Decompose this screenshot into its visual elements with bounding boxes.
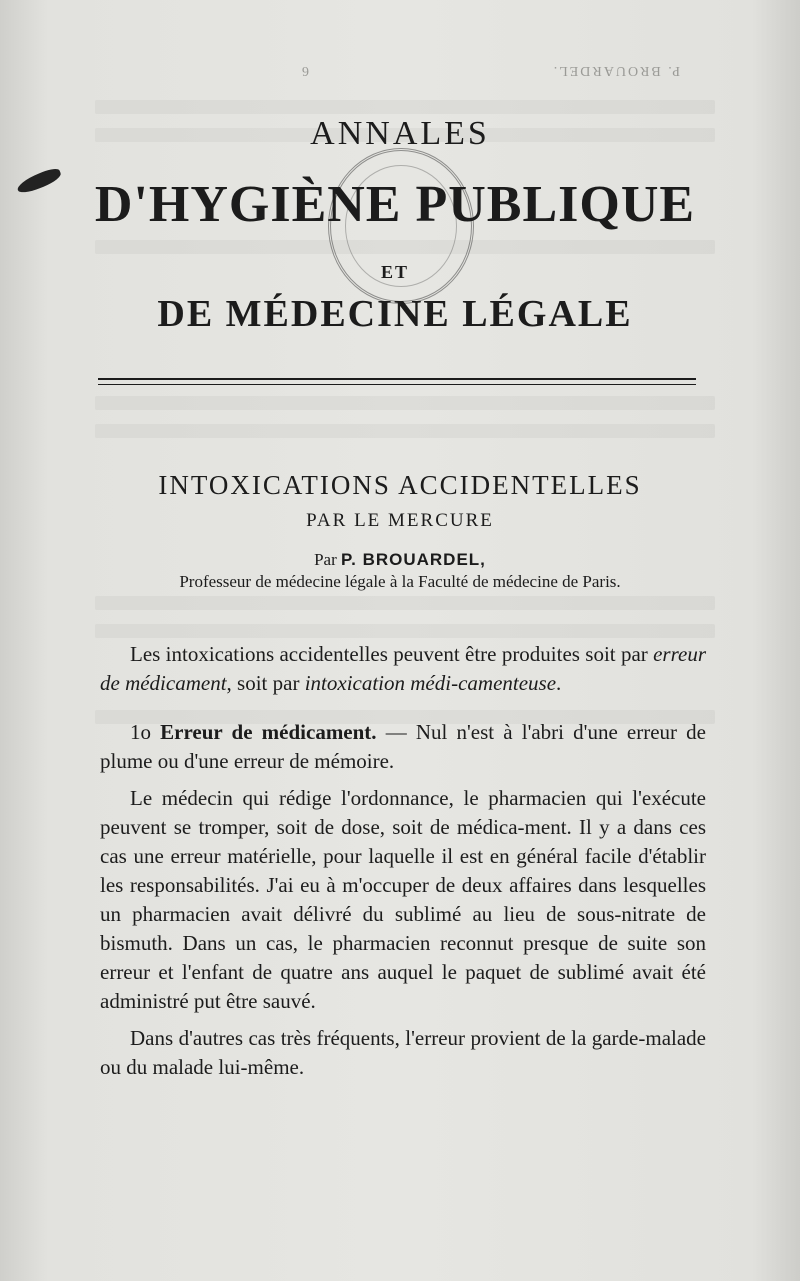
section-number: 1o	[130, 720, 161, 744]
show-through-line	[95, 596, 715, 610]
author-name: P. BROUARDEL,	[340, 550, 486, 569]
journal-title-annales: ANNALES	[310, 115, 490, 152]
emphasis: erreur de médicament	[100, 642, 706, 695]
paragraph-2: Le médecin qui rédige l'ordonnance, le pharmacien qui l'exécute peuvent se tromper, soit de dose, soit de médica-ment. Il y a dans ces cas une erreur matérielle, pour laquelle il est en général facile d'établir les responsabilités. J'ai eu à m'occuper de deux affaires dans lesquelles un pharmacien avait délivré du sublimé au lieu de sous-nitrate de bismuth. Dans un cas, le pharmacien reconnut presque de suite son erreur et l'enfant de quatre ans auquel le paquet de sublimé avait été administré put être sauvé.	[100, 786, 706, 1013]
title-rule-thin	[98, 384, 696, 385]
byline	[0, 550, 800, 570]
author-affiliation: Professeur de médecine légale à la Faculté de médecine de Paris.	[179, 572, 621, 591]
show-through-line	[95, 100, 715, 114]
show-through-line	[95, 624, 715, 638]
text-run: — Nul n'est à l'abri d'une erreur de plume ou d'une erreur de mémoire.	[100, 720, 707, 773]
paragraph-3: Dans d'autres cas très fréquents, l'erreur provient de la garde-malade ou du malade lui-même.	[100, 1026, 706, 1079]
title-rule	[98, 378, 696, 380]
paragraph-intro	[100, 640, 706, 698]
article-body	[100, 640, 706, 1090]
text-run: , soit par	[226, 671, 305, 695]
show-through-line	[95, 424, 715, 438]
section-heading: Erreur de médicament.	[160, 720, 377, 744]
running-head-page-number: 6	[300, 63, 309, 78]
show-through-line	[95, 396, 715, 410]
mirrored-running-head	[300, 62, 680, 78]
journal-title-et: ET	[380, 262, 409, 282]
journal-title-hygiene: D'HYGIÈNE PUBLIQUE	[94, 176, 696, 233]
article-title: INTOXICATIONS ACCIDENTELLES	[158, 470, 642, 500]
text-run: .	[556, 671, 562, 695]
article-subtitle: PAR LE MERCURE	[306, 510, 494, 531]
paragraph-section-1	[100, 718, 706, 776]
running-head-author: P. BROUARDEL.	[551, 63, 680, 78]
byline-prefix: Par	[314, 550, 337, 569]
text-run: Les intoxications accidentelles peuvent être produites soit par	[130, 642, 654, 666]
emphasis: intoxication médi-camenteuse	[304, 671, 557, 695]
journal-title-medecine: DE MÉDECINE LÉGALE	[157, 293, 633, 335]
